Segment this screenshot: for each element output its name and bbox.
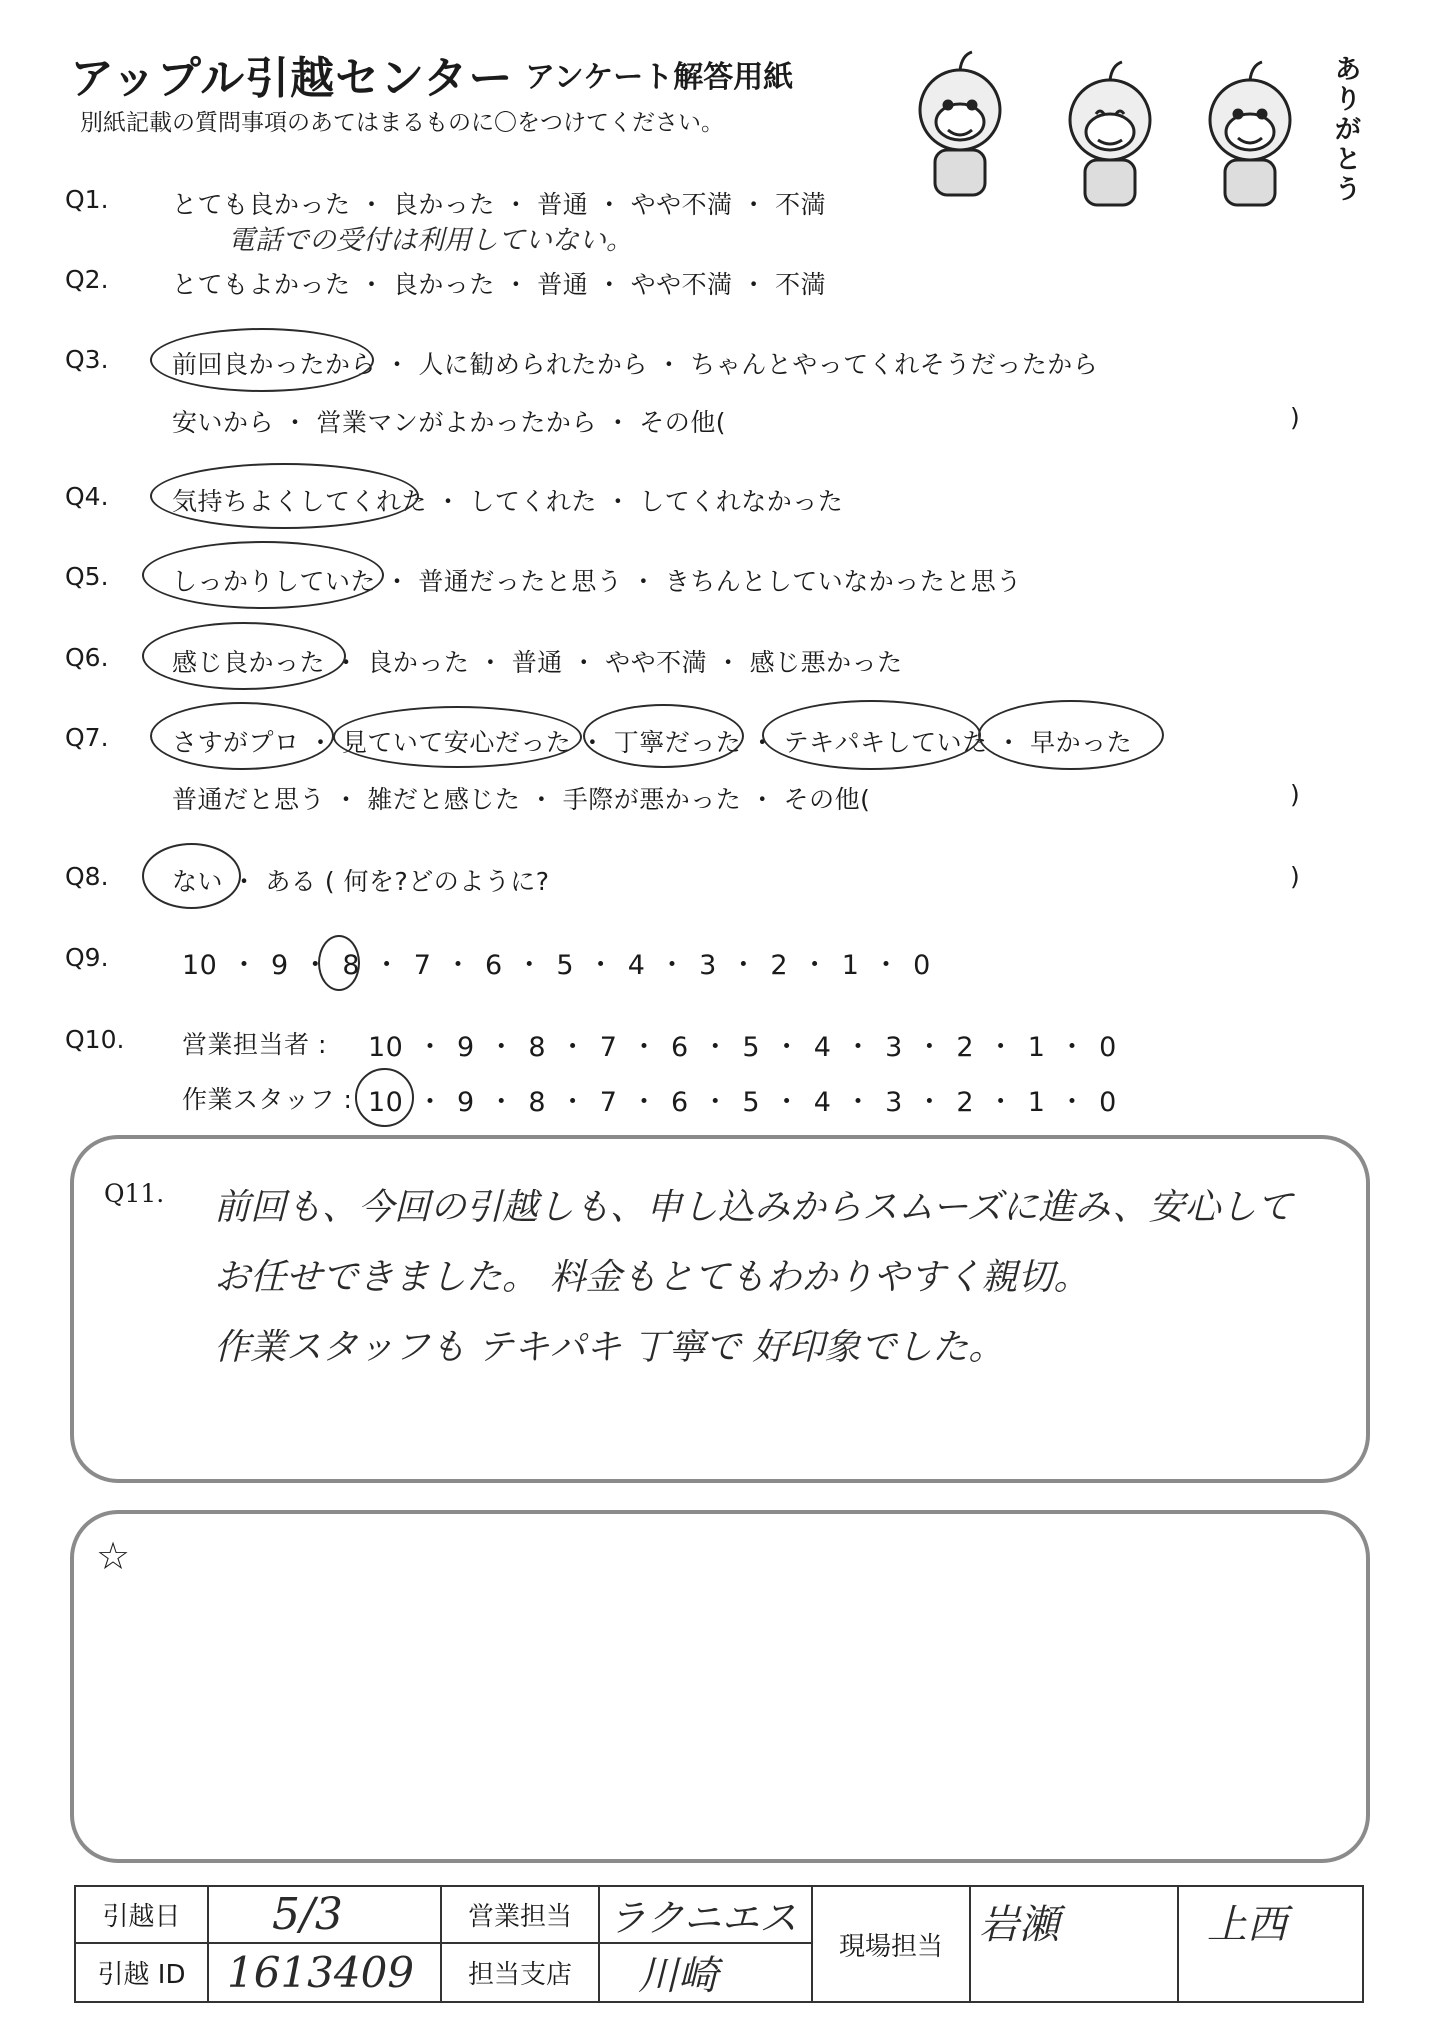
q10-staff-answer-circle [355, 1068, 414, 1127]
branch-value: 川崎 [638, 1953, 718, 1999]
q7-answer-circle-tekipaki [762, 700, 981, 770]
q7-label: Q7. [65, 723, 109, 752]
thanks-text: ありがとう [1335, 55, 1362, 205]
q11-comment-line1: 前回も、今回の引越しも、申し込みからスムーズに進み、安心して [214, 1187, 1293, 1228]
q9-answer-circle [318, 935, 360, 991]
q11-comment-line3: 作業スタッフも テキパキ 丁寧で 好印象でした。 [214, 1327, 1005, 1368]
move-date-label: 引越日 [75, 1886, 208, 1943]
q5-answer-circle [142, 541, 384, 609]
monkey-mascots-illustration [900, 40, 1380, 220]
q1-handwritten-note: 電話での受付は利用していない。 [228, 225, 633, 256]
star-icon: ☆ [96, 1534, 131, 1578]
q10-label: Q10. [65, 1025, 125, 1054]
q2-options: とてもよかった ・ 良かった ・ 普通 ・ やや不満 ・ 不満 [172, 270, 827, 299]
q3-options-line1: 前回良かったから ・ 人に勧められたから ・ ちゃんとやってくれそうだったから [172, 350, 1099, 379]
q9-scale: 10 ・ 9 ・ 8 ・ 7 ・ 6 ・ 5 ・ 4 ・ 3 ・ 2 ・ 1 ・ 0 [182, 950, 931, 981]
q7-options-line2: 普通だと思う ・ 雑だと感じた ・ 手際が悪かった ・ その他( [172, 785, 871, 814]
q7-answer-circle-teinei [583, 704, 744, 768]
monkey-mascot-center [1070, 62, 1150, 205]
q3-answer-circle [150, 328, 374, 392]
q10-staff-scale: 10 ・ 9 ・ 8 ・ 7 ・ 6 ・ 5 ・ 4 ・ 3 ・ 2 ・ 1 ・ 0 [368, 1087, 1117, 1118]
q7-answer-circle-hayakatta [978, 700, 1164, 770]
q4-answer-circle [150, 463, 419, 529]
q3-paren-close: ) [1290, 403, 1300, 432]
move-id-value: 1613409 [227, 1948, 415, 1997]
q4-options: 気持ちよくしてくれた ・ してくれた ・ してくれなかった [172, 487, 844, 516]
q1-label: Q1. [65, 185, 109, 214]
branch-label: 担当支店 [441, 1943, 599, 2002]
q6-answer-circle [142, 622, 346, 690]
q11-comment-line2: お任せできました。 料金もとてもわかりやすく親切。 [214, 1257, 1090, 1298]
q10-staff-label: 作業スタッフ : [182, 1085, 353, 1114]
q10-sales-label: 営業担当者 : [182, 1030, 327, 1059]
q3-label: Q3. [65, 345, 109, 374]
q11-comment-box [70, 1135, 1370, 1483]
q9-label: Q9. [65, 943, 109, 972]
page-title: アップル引越センター [70, 53, 514, 104]
q2-label: Q2. [65, 265, 109, 294]
q4-label: Q4. [65, 482, 109, 511]
monkey-mascot-left [920, 52, 1000, 195]
sales-rep-value: ラクニエス [608, 1896, 798, 1940]
star-comment-box [70, 1510, 1370, 1863]
q10-sales-scale: 10 ・ 9 ・ 8 ・ 7 ・ 6 ・ 5 ・ 4 ・ 3 ・ 2 ・ 1 ・ 0 [368, 1032, 1117, 1063]
instruction-text: 別紙記載の質問事項のあてはまるものに〇をつけてください。 [80, 110, 724, 136]
q5-label: Q5. [65, 562, 109, 591]
page-subtitle: アンケート解答用紙 [525, 60, 794, 95]
q11-label: Q11. [104, 1179, 165, 1208]
q7-answer-circle-pro [150, 702, 334, 770]
q8-options: ない ・ ある ( 何を?どのように? [172, 867, 550, 896]
q8-label: Q8. [65, 862, 109, 891]
q7-paren-close: ) [1290, 780, 1300, 809]
sales-rep-label: 営業担当 [441, 1886, 599, 1943]
q6-label: Q6. [65, 643, 109, 672]
site-staff-2-value: 上西 [1207, 1902, 1287, 1948]
q1-options: とても良かった ・ 良かった ・ 普通 ・ やや不満 ・ 不満 [172, 190, 827, 219]
move-date-value: 5/3 [272, 1889, 343, 1940]
q7-answer-circle-anshin [333, 706, 582, 768]
q8-answer-circle [142, 843, 241, 909]
q8-paren-close: ) [1290, 862, 1300, 891]
monkey-mascot-right [1210, 62, 1290, 205]
q5-options: しっかりしていた ・ 普通だったと思う ・ きちんとしていなかったと思う [172, 567, 1022, 596]
q7-options-line1: さすがプロ ・ 見ていて安心だった ・ 丁寧だった ・ テキパキしていた ・ 早かった [172, 728, 1133, 757]
site-staff-1-value: 岩瀬 [979, 1902, 1059, 1948]
move-id-label: 引越 ID [75, 1943, 208, 2002]
site-staff-label: 現場担当 [812, 1886, 970, 2002]
q3-options-line2: 安いから ・ 営業マンがよかったから ・ その他( [172, 408, 727, 437]
footer-info-table [74, 1885, 1364, 2003]
q6-options: 感じ良かった ・ 良かった ・ 普通 ・ やや不満 ・ 感じ悪かった [172, 648, 903, 677]
